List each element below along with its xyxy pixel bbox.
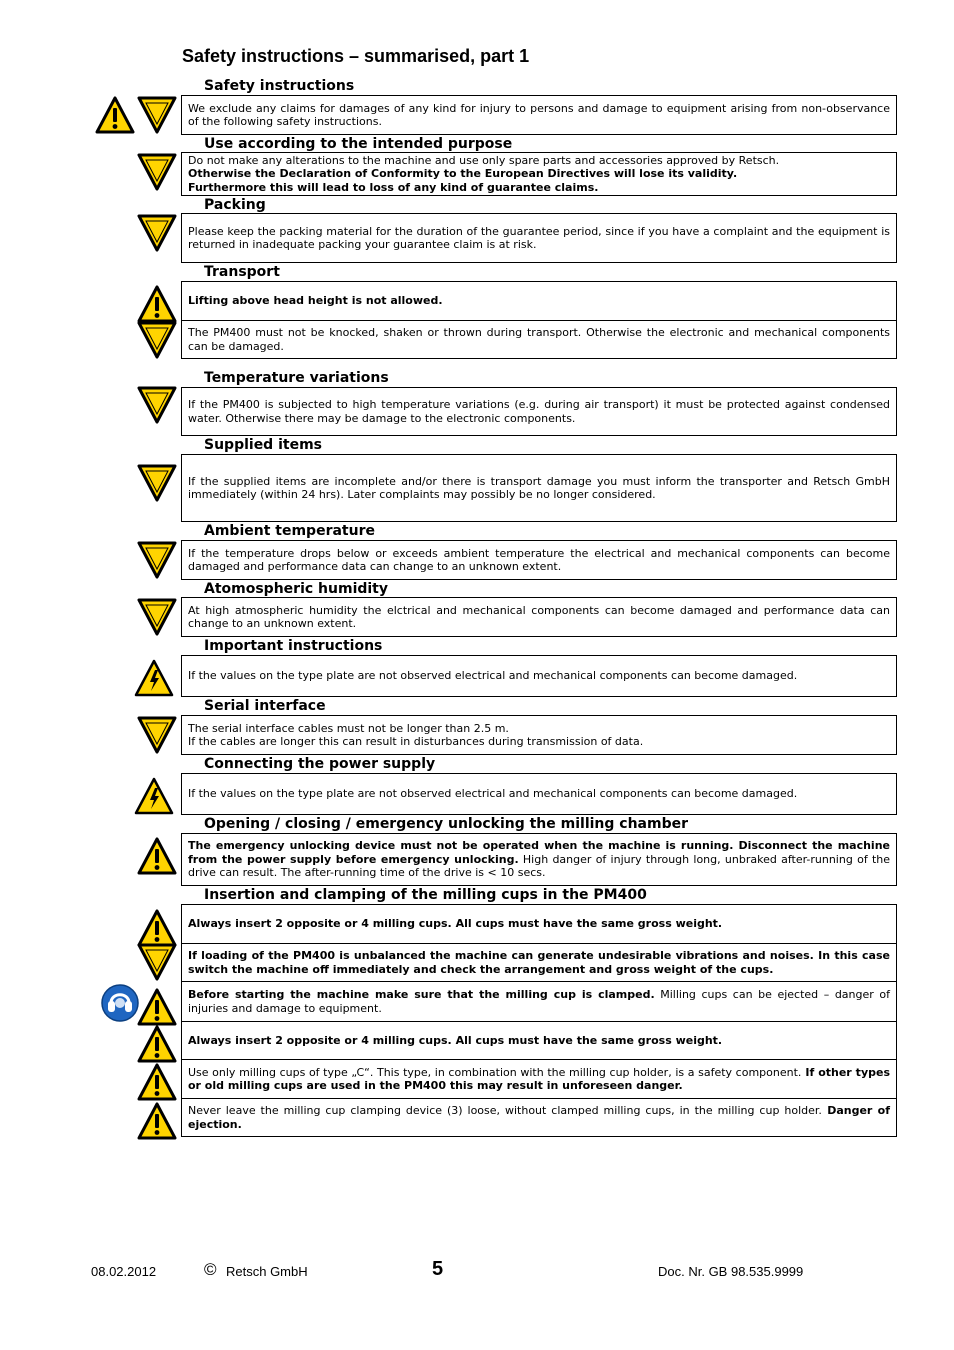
text-run: The serial interface cables must not be longer than 2.5 m. <box>188 721 509 735</box>
instruction-text <box>188 102 890 129</box>
instruction-text <box>188 604 890 631</box>
instruction-text <box>188 1034 890 1048</box>
text-run: If the cables are longer this can result in disturbances during transmission of data. <box>188 735 644 748</box>
text-run: Use only milling cups of type „C“. This type, in combination with the milling cup holder, is a safety component. <box>188 1065 802 1079</box>
instruction-text <box>188 917 890 931</box>
instruction-text <box>188 839 890 880</box>
bold-text: Always insert 2 opposite or 4 milling cups. All cups must have the same gross weight. <box>188 1033 723 1047</box>
section-heading: Packing <box>204 197 266 213</box>
instruction-box <box>181 904 897 944</box>
bold-text: Furthermore this will lead to loss of any kind of guarantee claims. <box>188 180 599 194</box>
instruction-text <box>188 1104 890 1131</box>
instruction-box <box>181 454 897 522</box>
ear-protection-icon <box>100 983 140 1023</box>
instruction-box <box>181 655 897 697</box>
text-run: At high atmospheric humidity the elctrical and mechanical components can become damaged and performance data can change to an unknown extent. <box>188 603 890 630</box>
section-heading: Temperature variations <box>204 370 389 386</box>
bold-text: If loading of the PM400 is unbalanced the machine can generate undesirable vibrations and noises. In this case switch the machine off immediately and check the arrangement and gross weight of the cups. <box>188 949 890 976</box>
instruction-text <box>188 475 890 502</box>
instruction-box <box>181 1021 897 1060</box>
instruction-text <box>188 949 890 976</box>
bold-text: Otherwise the Declaration of Conformity to the European Directives will lose its validity. <box>188 167 738 181</box>
instruction-text <box>188 326 890 353</box>
warning-triangle-icon <box>137 1024 177 1064</box>
text-run: If the values on the type plate are not observed electrical and mechanical components can become damaged. <box>188 669 798 683</box>
warning-triangle-icon <box>95 95 135 135</box>
bold-text: The emergency unlocking device must not be operated when the machine is running. Disconnect the machine from the power supply before emergency unlocking. <box>188 839 890 866</box>
text-run: The PM400 must not be knocked, shaken or thrown during transport. Otherwise the electronic and mechanical components can be damaged. <box>188 326 890 353</box>
warning-triangle-icon <box>137 836 177 876</box>
instruction-box <box>181 597 897 637</box>
footer-date: 08.02.2012 <box>91 1264 157 1279</box>
caution-triangle-icon <box>137 320 177 360</box>
instruction-text <box>188 398 890 425</box>
footer-doc-number: Doc. Nr. GB 98.535.9999 <box>658 1264 804 1279</box>
section-heading: Opening / closing / emergency unlocking the milling chamber <box>204 816 689 832</box>
instruction-box <box>181 1098 897 1137</box>
instruction-box <box>181 281 897 321</box>
page-number: 5 <box>432 1258 444 1280</box>
caution-triangle-icon <box>137 385 177 425</box>
text-run: Milling cups can be ejected – danger of injuries and damage to equipment. <box>188 988 890 1015</box>
text-run: If the temperature drops below or exceeds ambient temperature the electrical and mechanical components can become damaged and performance data can change to an unknown extent. <box>188 546 890 573</box>
bold-text: Lifting above head height is not allowed. <box>188 294 443 308</box>
instruction-text <box>188 181 890 195</box>
instruction-box <box>181 540 897 580</box>
text-run: Please keep the packing material for the duration of the guarantee period, since if you have a complaint and the equipment is returned in inadequate packing your guarantee claim is at risk. <box>188 224 890 251</box>
warning-triangle-icon <box>137 1062 177 1102</box>
section-heading: Supplied items <box>204 437 322 453</box>
instruction-text <box>188 1066 890 1093</box>
bold-text: If other types or old milling cups are used in the PM400 this may result in unforeseen danger. <box>188 1065 890 1092</box>
instruction-text <box>188 722 890 736</box>
electric-hazard-icon <box>134 776 174 816</box>
section-heading: Serial interface <box>204 698 326 714</box>
instruction-box <box>181 387 897 436</box>
instruction-box <box>181 715 897 755</box>
caution-triangle-icon <box>137 942 177 982</box>
warning-triangle-icon <box>137 1101 177 1141</box>
caution-triangle-icon <box>137 715 177 755</box>
instruction-box <box>181 95 897 135</box>
footer-company: Retsch GmbH <box>226 1264 308 1279</box>
caution-triangle-icon <box>137 152 177 192</box>
instruction-box <box>181 943 897 982</box>
caution-triangle-icon <box>137 95 177 135</box>
instruction-box <box>181 213 897 263</box>
instruction-box <box>181 320 897 359</box>
instruction-box <box>181 833 897 886</box>
instruction-text <box>188 988 890 1015</box>
instruction-text <box>188 787 890 801</box>
copyright-symbol: © <box>204 1260 217 1279</box>
text-run: Never leave the milling cup clamping device (3) loose, without clamped milling cups, in the milling cup holder. <box>188 1104 822 1117</box>
section-heading: Safety instructions <box>204 78 355 94</box>
instruction-text <box>188 167 890 181</box>
caution-triangle-icon <box>137 213 177 253</box>
section-heading: Use according to the intended purpose <box>204 136 513 152</box>
section-heading: Ambient temperature <box>204 523 375 539</box>
text-run: We exclude any claims for damages of any kind for injury to persons and damage to equipment arising from non-observance of the following safety instructions. <box>188 101 890 128</box>
text-run: If the supplied items are incomplete and/or there is transport damage you must inform the transporter and Retsch GmbH immediately (within 24 hrs). Later complaints may possibly be no longer considered. <box>188 474 890 501</box>
instruction-box <box>181 1059 897 1099</box>
instruction-box <box>181 773 897 815</box>
instruction-box <box>181 981 897 1022</box>
text-run: If the values on the type plate are not observed electrical and mechanical components can become damaged. <box>188 787 798 801</box>
instruction-text <box>188 154 890 168</box>
electric-hazard-icon <box>134 658 174 698</box>
caution-triangle-icon <box>137 540 177 580</box>
instruction-text <box>188 669 890 683</box>
warning-triangle-icon <box>137 284 177 324</box>
warning-triangle-icon <box>137 987 177 1027</box>
bold-text: Danger of ejection. <box>188 1104 890 1131</box>
instruction-box <box>181 152 897 196</box>
instruction-text <box>188 294 890 308</box>
section-heading: Transport <box>204 264 280 280</box>
section-heading: Connecting the power supply <box>204 756 436 772</box>
text-run: High danger of injury through long, unbraked after-running of the drive can result. The after-running time of the drive is < 10 secs. <box>188 852 891 880</box>
bold-text: Always insert 2 opposite or 4 milling cups. All cups must have the same gross weight. <box>188 917 723 931</box>
instruction-text <box>188 735 890 749</box>
page-title: Safety instructions – summarised, part 1 <box>182 46 530 66</box>
section-heading: Important instructions <box>204 638 383 654</box>
section-heading: Atomospheric humidity <box>204 581 389 597</box>
text-run: Do not make any alterations to the machine and use only spare parts and accessories approved by Retsch. <box>188 153 780 167</box>
instruction-text <box>188 547 890 574</box>
instruction-text <box>188 225 890 252</box>
caution-triangle-icon <box>137 463 177 503</box>
caution-triangle-icon <box>137 597 177 637</box>
bold-text: Before starting the machine make sure that the milling cup is clamped. <box>188 988 655 1001</box>
section-heading: Insertion and clamping of the milling cups in the PM400 <box>204 887 647 903</box>
text-run: If the PM400 is subjected to high temperature variations (e.g. during air transport) it must be protected against condensed water. Otherwise there may be damage to the electronic components. <box>188 398 890 425</box>
